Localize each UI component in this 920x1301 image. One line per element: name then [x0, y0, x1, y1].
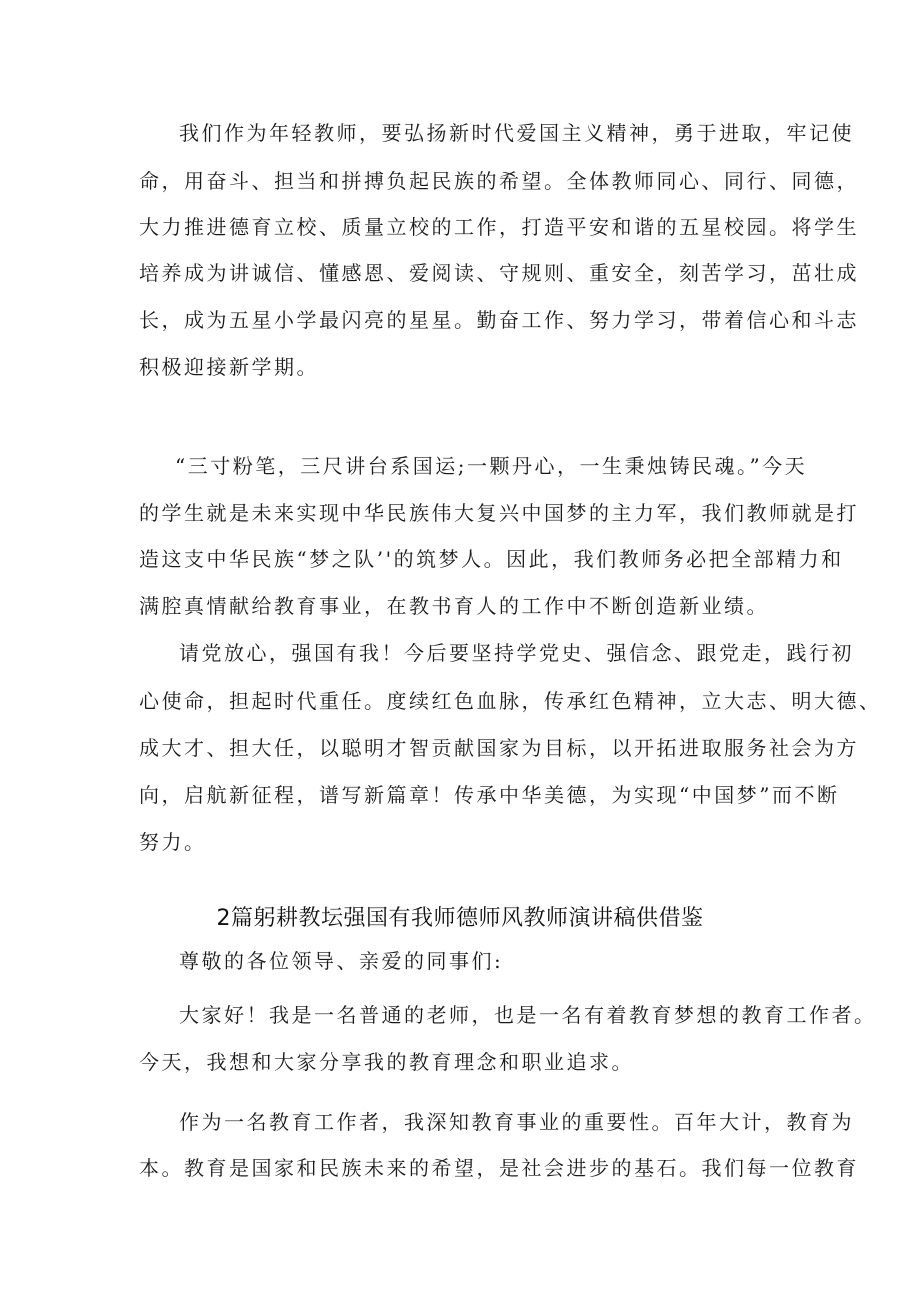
section-heading: 2篇躬耕教坛强国有我师德师风教师演讲稿供借鉴 — [216, 906, 704, 931]
text-line: 大家好！我是一名普通的老师，也是一名有着教育梦想的教育工作者。 — [179, 1003, 877, 1027]
text-line: 向，启航新征程，谱写新篇章！传承中华美德，为实现“中国梦”而不断 — [139, 783, 840, 807]
text-line: 积极迎接新学期。 — [139, 355, 319, 379]
salutation: 尊敬的各位领导、亲爱的同事们: — [179, 949, 504, 973]
text-line: 大力推进德育立校、质量立校的工作，打造平安和谐的五星校园。将学生 — [139, 215, 859, 239]
text-line: 今天，我想和大家分享我的教育理念和职业追求。 — [139, 1050, 634, 1074]
text-line: 命，用奋斗、担当和拼搏负起民族的希望。全体教师同心、同行、同德， — [139, 169, 859, 193]
text-line: 造这支中华民族“梦之队’'的筑梦人。因此，我们教师务必把全部精力和 — [139, 547, 844, 571]
text-line: 本。教育是国家和民族未来的希望，是社会进步的基石。我们每一位教育 — [139, 1156, 859, 1180]
text-line: 努力。 — [139, 830, 207, 854]
text-line: 请党放心，强国有我！今后要坚持学党史、强信念、跟党走，践行初 — [179, 641, 854, 665]
text-line: “三寸粉笔，三尺讲台系国运;一颗丹心，一生秉烛铸民魂。”今天 — [175, 454, 808, 478]
text-line: 满腔真情献给教育事业，在教书育人的工作中不断创造新业绩。 — [139, 594, 769, 618]
text-line: 心使命，担起时代重任。度续红色血脉，传承红色精神，立大志、明大德、 — [139, 689, 882, 713]
text-line: 成大才、担大任，以聪明才智贡献国家为目标，以开拓进取服务社会为方 — [139, 736, 859, 760]
text-line: 的学生就是未来实现中华民族伟大复兴中国梦的主力军，我们教师就是打 — [139, 501, 859, 525]
text-line: 培养成为讲诚信、懂感恩、爱阅读、守规则、重安全，刻苦学习，茁壮成 — [139, 261, 859, 285]
text-line: 我们作为年轻教师，要弘扬新时代爱国主义精神，勇于进取，牢记使 — [179, 121, 854, 145]
text-line: 作为一名教育工作者，我深知教育事业的重要性。百年大计，教育为 — [179, 1110, 854, 1134]
text-line: 长，成为五星小学最闪亮的星星。勤奋工作、努力学习，带着信心和斗志 — [139, 308, 859, 332]
